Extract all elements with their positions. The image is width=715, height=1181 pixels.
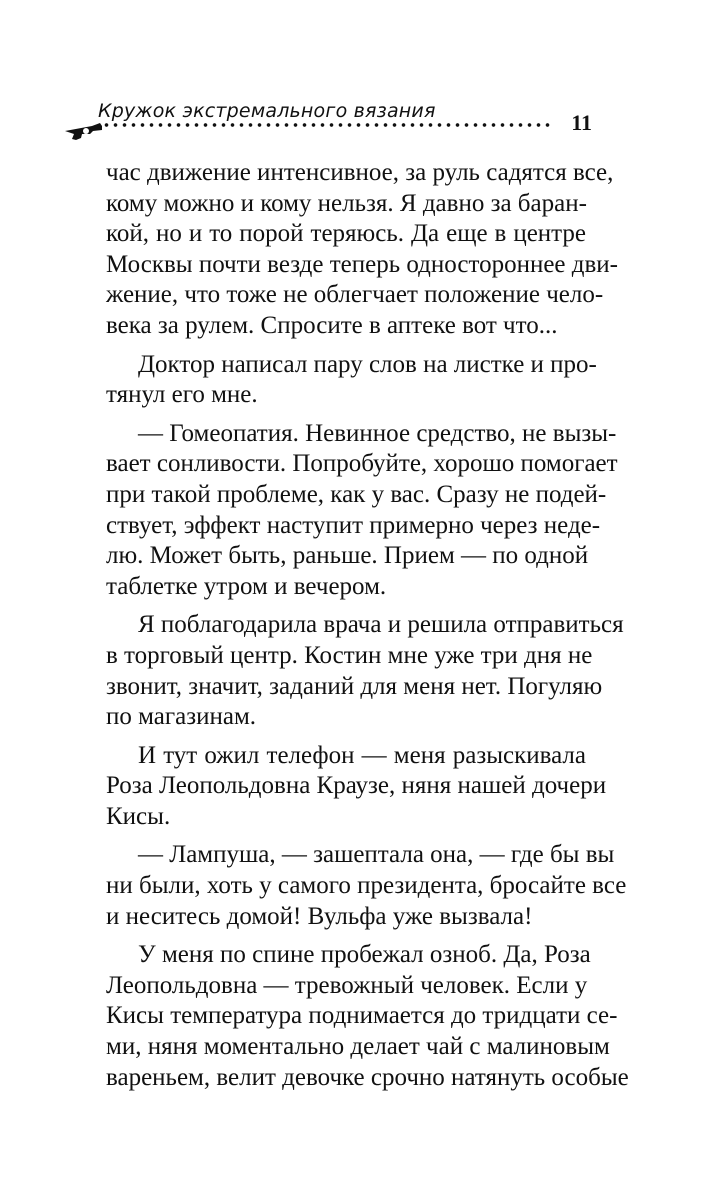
text-line: Кисы температура поднимается до тридцати се- — [106, 1002, 618, 1030]
paragraph — [106, 610, 624, 732]
text-line: кому можно и кому нельзя. Я давно за баран- — [106, 189, 587, 217]
text-line: — Гомеопатия. Невинное средство, не вызы- — [138, 419, 617, 447]
paragraph — [106, 840, 627, 932]
text-line: Роза Леопольдовна Краузе, няня нашей дочери — [106, 772, 607, 800]
text-line: ми, няня моментально делает чай с малиновым — [106, 1033, 610, 1061]
revolver-icon — [62, 120, 106, 142]
text-line: У меня по спине пробежал озноб. Да, Роза — [138, 941, 591, 969]
text-line: лю. Может быть, раньше. Прием — по одной — [106, 542, 589, 570]
text-line: ни были, хоть у самого президента, бросайте все — [106, 872, 627, 900]
text-line: жение, что тоже не облегчает положение чело- — [106, 281, 604, 309]
paragraph — [106, 419, 618, 603]
text-line: Доктор написал пару слов на листке и про- — [138, 350, 597, 378]
text-line: кой, но и то порой теряюсь. Да еще в центре — [106, 220, 586, 248]
text-line: Леопольдовна — тревожный человек. Если у — [106, 971, 588, 999]
paragraph — [106, 350, 597, 411]
text-line: при такой проблеме, как у вас. Сразу не подей- — [106, 480, 607, 508]
text-line: звонит, значит, заданий для меня нет. Погуляю — [106, 672, 603, 700]
text-line: Я поблагодарила врача и решила отправиться — [138, 611, 624, 639]
text-line: вает сонливости. Попробуйте, хорошо помогает — [106, 450, 618, 478]
text-line: Кисы. — [106, 802, 171, 830]
text-line: Москвы почти везде теперь одностороннее дви- — [106, 250, 618, 278]
dot-leader — [102, 122, 554, 128]
running-title: Кружок экстремального вязания — [98, 100, 436, 122]
text-line: вареньем, велит девочке срочно натянуть особые — [106, 1063, 629, 1091]
text-line: ствует, эффект наступит примерно через неде- — [106, 511, 601, 539]
text-body — [106, 158, 629, 1093]
text-line: по магазинам. — [106, 703, 257, 731]
text-line: и неситесь домой! Вульфа уже вызвала! — [106, 902, 533, 930]
page-number: 11 — [571, 110, 592, 135]
text-line: века за рулем. Спросите в аптеке вот что... — [106, 311, 558, 339]
text-line: в торговый центр. Костин мне уже три дня не — [106, 641, 593, 669]
text-line: час движение интенсивное, за руль садятся все, — [106, 159, 614, 186]
paragraph — [106, 741, 607, 833]
text-line: тянул его мне. — [106, 381, 258, 409]
text-line: И тут ожил телефон — меня разыскивала — [138, 741, 586, 769]
running-header — [62, 100, 592, 140]
paragraph — [106, 158, 618, 342]
text-line: таблетке утром и вечером. — [106, 572, 387, 600]
paragraph — [106, 940, 629, 1093]
text-line: — Лампуша, — зашептала она, — где бы вы — [138, 841, 615, 869]
